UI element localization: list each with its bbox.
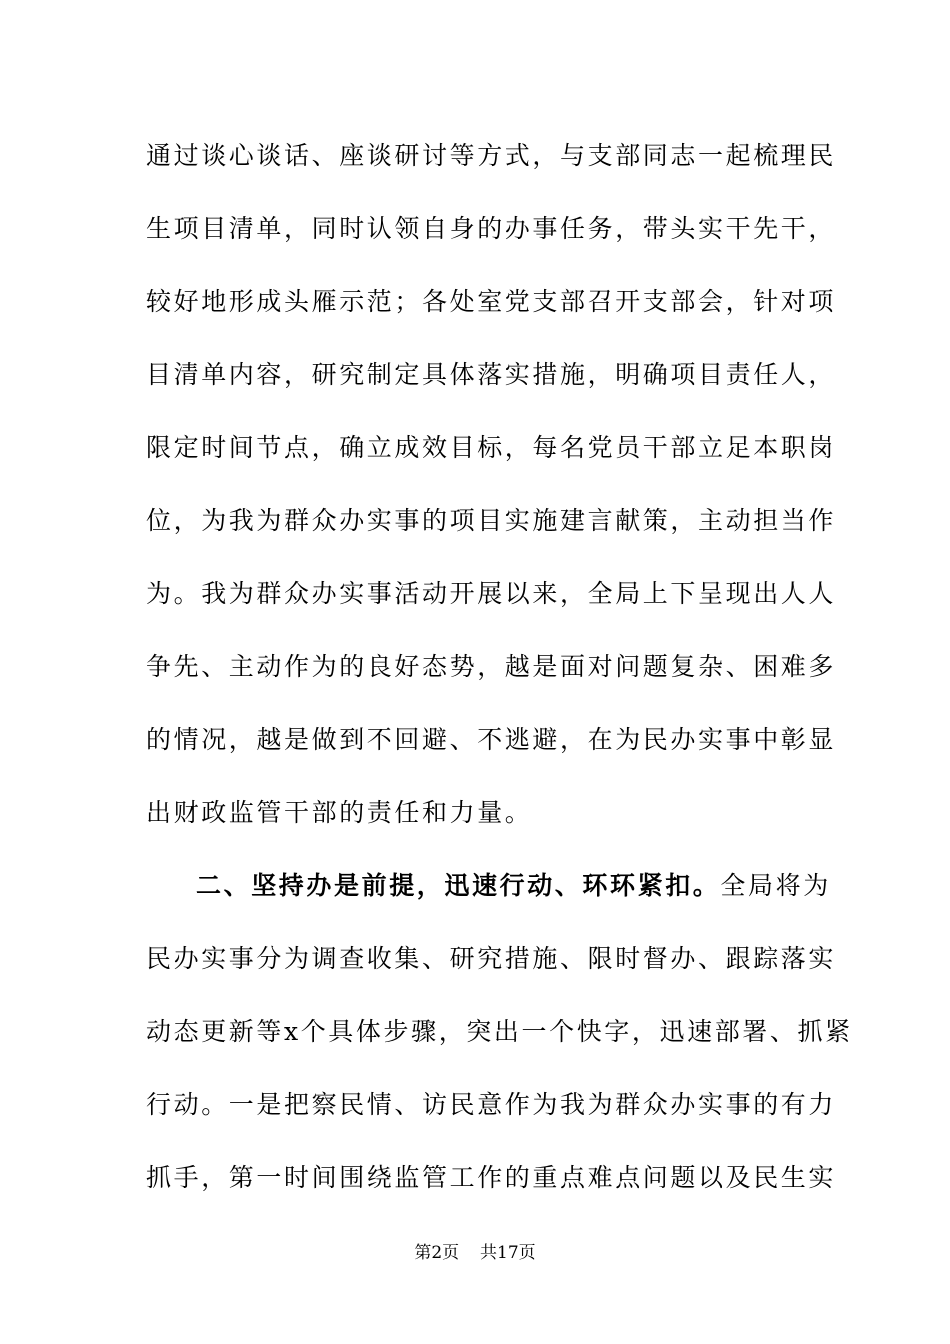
text-line: 出财政监管干部的责任和力量。 <box>146 798 533 827</box>
text-line: 抓手，第一时间围绕监管工作的重点难点问题以及民生实 <box>146 1163 837 1192</box>
page-number: 第2页 <box>414 1243 460 1263</box>
text-line: 的情况，越是做到不回避、不逃避，在为民办实事中彰显 <box>146 725 837 754</box>
text-line: 限定时间节点，确立成效目标，每名党员干部立足本职岗 <box>146 433 837 462</box>
section-heading-line <box>196 866 831 906</box>
text-line: 行动。一是把察民情、访民意作为我为群众办实事的有力 <box>146 1090 837 1119</box>
text-line: 目清单内容，研究制定具体落实措施，明确项目责任人， <box>146 360 837 389</box>
text-line: 民办实事分为调查收集、研究措施、限时督办、跟踪落实 <box>146 944 837 973</box>
text-line: 位，为我为群众办实事的项目实施建言献策，主动担当作 <box>146 506 837 535</box>
text-line: 为。我为群众办实事活动开展以来，全局上下呈现出人人 <box>146 579 837 608</box>
section-heading: 二、坚持办是前提，迅速行动、环环紧扣。 <box>196 871 721 900</box>
text-line: 较好地形成头雁示范；各处室党支部召开支部会，针对项 <box>146 287 837 316</box>
text-line: 争先、主动作为的良好态势，越是面对问题复杂、困难多 <box>146 652 837 681</box>
text-line: 生项目清单，同时认领自身的办事任务，带头实干先干， <box>146 214 837 243</box>
section-heading-continuation: 全局将为 <box>720 871 831 900</box>
page-total: 共17页 <box>480 1243 536 1263</box>
text-line: 动态更新等x个具体步骤，突出一个快字，迅速部署、抓紧 <box>146 1017 853 1046</box>
page-footer <box>0 1241 950 1265</box>
text-line: 通过谈心谈话、座谈研讨等方式，与支部同志一起梳理民 <box>146 141 837 170</box>
